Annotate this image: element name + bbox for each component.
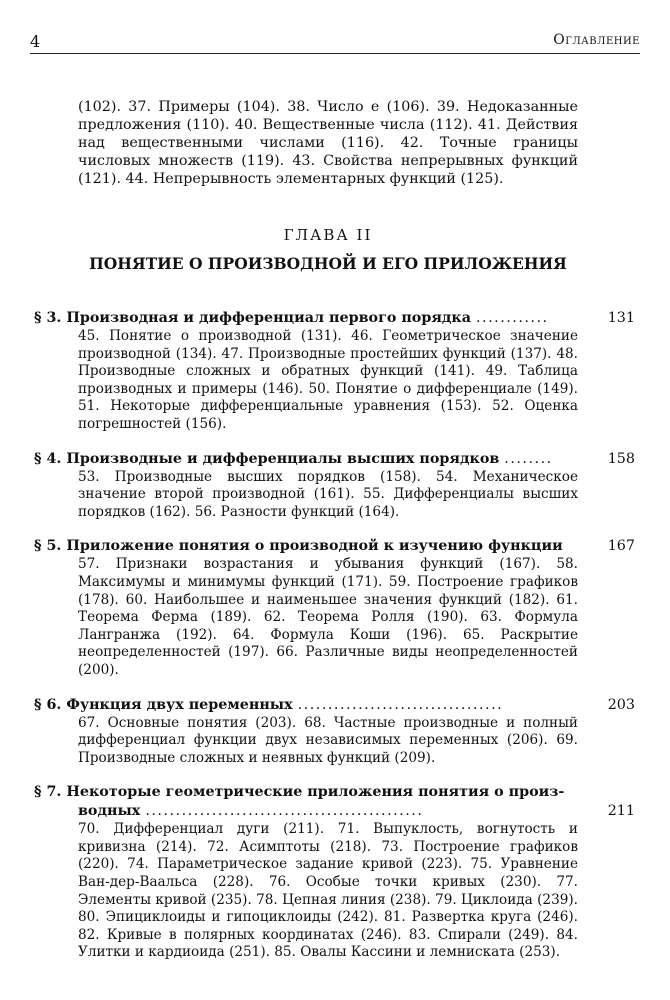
section-number: § 6. [34,696,62,713]
section-title: Производные и дифференциалы высших порядков [66,450,500,467]
section-heading [34,783,578,802]
leader-dots: ............ [476,310,549,326]
toc-section-6 [34,696,635,768]
chapter-label: ГЛАВА II [283,226,373,244]
running-head: Оглавление [553,32,640,48]
section-page: 158 [607,450,635,467]
section-title-line2: водных [78,803,141,820]
section-entries: 57. Признаки возрастания и убывания функций (167). 58. Максимумы и минимумы функций (171). 59. Построение графиков (178). 60. Наибольшее и наименьшее значения функций (182). 61. Теорема Ферма (189). 62. Теорема Ролля (190). 63. Формула Лангранжа (192). 64. Формула Коши (196). 65. Раскрытие неопределенностей (197). 66. Различные виды неопределенностей (200). [78,556,578,678]
toc-section-3 [34,309,635,434]
section-page: 203 [607,696,635,713]
leader-dots: ........ [504,450,553,467]
page-number: 4 [30,32,41,51]
section-title: Приложение понятия о производной к изучению функции [66,538,563,555]
leader-dots: .............................................. [145,803,424,820]
section-number: § 4. [34,450,62,467]
section-title-line1: Некоторые геометрические приложения понятия о произ- [66,784,565,801]
section-entries: 70. Дифференциал дуги (211). 71. Выпуклость, вогнутость и кривизна (214). 72. Асимптоты (218). 73. Построение графиков (220). 74. Параметрическое задание кривой (223). 75. Уравнение Ван-дер-Ваальса (228). 76. Особые точки кривых (230). 77. Элементы кривой (235). 78. Цепная линия (238). 79. Циклоида (239). 80. Эпициклоиды и гипоциклоиды (242). 81. Развертка круга (246). 82. Кривые в полярных координатах (246). 83. Спирали (249). 84. Улитки и кардиоида (251). 85. Овалы Кассини и лемниската (253). [78,821,578,961]
section-page: 167 [607,538,635,555]
toc-section-4 [34,450,635,522]
toc-content [34,98,635,962]
section-number: § 5. [34,538,62,555]
section-title: Функция двух переменных [66,696,293,713]
toc-section-5 [34,537,635,679]
toc-section-7 [34,783,635,962]
leader-dots: .................................. [297,696,504,713]
section-heading [34,309,635,328]
section-heading-cont [78,802,635,821]
section-heading [34,537,635,556]
section-entries: 45. Понятие о производной (131). 46. Геометрическое значение производной (134). 47. Производные простейших функций (137). 48. Производные сложных и обратных функций (141). 49. Таблица производных и примеры (146). 50. Понятие о дифференциале (149). 51. Некоторые дифференциальные уравнения (153). 52. Оценка погрешностей (156). [78,328,578,432]
section-entries: 53. Производные высших порядков (158). 54. Механическое значение второй производной (161). 55. Дифференциалы высших порядков (162). 56. Разности функций (164). [78,468,578,520]
section-page: 131 [607,310,635,326]
chapter-title: ПОНЯТИЕ О ПРОИЗВОДНОЙ И ЕГО ПРИЛОЖЕНИЯ [89,254,567,273]
section-heading [34,450,635,469]
section-title: Производная и дифференциал первого порядка [66,310,472,326]
section-entries: 67. Основные понятия (203). 68. Частные производные и полный дифференциал функции двух независимых переменных (206). 69. Производные сложных и неявных функций (209). [78,714,578,766]
continuation-paragraph: (102). 37. Примеры (104). 38. Число e (106). 39. Недоказанные предложения (110). 40. Вещественные числа (112). 41. Действия над вещественными числами (116). 42. Точные границы числовых множеств (119). 43. Свойства непрерывных функций (121). 44. Непрерывность элементарных функций (125). [78,99,578,187]
section-number: § 3. [34,310,62,326]
section-heading [34,696,635,715]
header-rule [30,53,640,54]
section-number: § 7. [34,784,62,801]
section-page: 211 [607,803,635,820]
